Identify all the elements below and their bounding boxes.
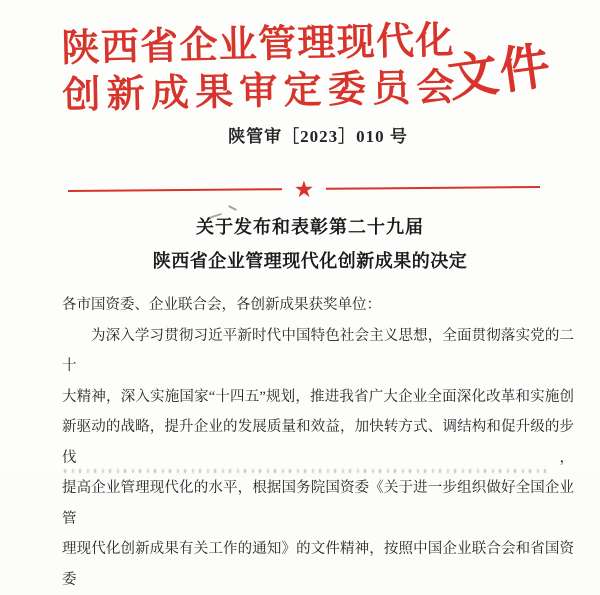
document-body [62, 290, 574, 595]
paragraph-line: 新驱动的战略，提升企业的发展质量和效益，加快转方式、调结构和促升级的步伐， [62, 419, 574, 466]
paragraph-line: 提高企业管理现代化的水平，根据国务院国资委《关于进一步组织做好全国企业管 [62, 480, 574, 527]
star-icon: ★ [293, 176, 315, 202]
scan-artifact [228, 205, 237, 211]
document-type-label: 文件 [444, 37, 556, 107]
issuer-name-line-2: 创新成果审定委员会 [62, 66, 455, 117]
document-title [55, 214, 565, 274]
divider-line-left [68, 188, 282, 192]
divider-line-right [326, 186, 540, 190]
header-divider [68, 175, 540, 203]
paragraph-line: 大精神，深入实施国家“十四五”规划，推进我省广大企业全面深化改革和实施创 [62, 388, 574, 405]
issuer-name-line-1: 陕西省企业管理现代化 [61, 19, 454, 71]
paragraph-line: 为深入学习贯彻习近平新时代中国特色社会主义思想，全面贯彻落实党的二十 [62, 327, 574, 374]
document-title-line-1: 关于发布和表彰第二十九届 [196, 217, 424, 237]
document-title-line-2: 陕西省企业管理现代化创新成果的决定 [152, 251, 468, 271]
salutation-line: 各市国资委、企业联合会，各创新成果获奖单位： [62, 297, 381, 313]
cropped-next-line-artifact [64, 469, 546, 473]
document-number: 陕管审［2023］010 号 [228, 127, 408, 146]
paragraph-line: 理现代化创新成果有关工作的通知》的文件精神，按照中国企业联合会和省国资委 [62, 541, 574, 588]
letterhead [61, 18, 455, 120]
